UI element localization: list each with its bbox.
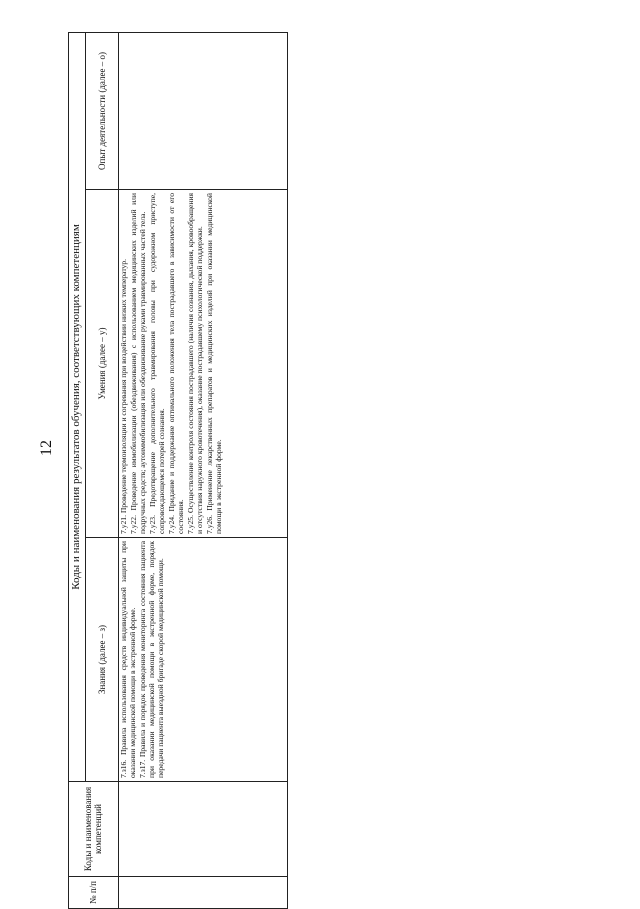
skill-item: 7.у23. Предотвращение дополнительного травмирования головы при судорожном приступе, сопровождающемся потерей сознания. xyxy=(147,193,166,534)
header-results-group: Коды и наименования результатов обучения, соответствующих компетенциям xyxy=(69,33,86,782)
skill-item: 7.у22. Проведение иммобилизации (обездвиживания) с использованием медицинских изделий или подручных средств; аутоиммобилизация или обездвиживание руками травмированных частей тела. xyxy=(128,193,147,534)
header-experience: Опыт деятельности (далее – о) xyxy=(86,33,119,190)
table-subheader-row xyxy=(86,33,119,909)
skill-item: 7.у26. Применение лекарственных препаратов и медицинских изделий при оказании медицинской помощи в экстренной форме. xyxy=(204,193,223,534)
cell-code xyxy=(119,782,288,877)
cell-knowledge xyxy=(119,538,288,782)
table-header-row xyxy=(69,33,86,909)
skill-item: 7.у25. Осуществление контроля состояния пострадавшего (наличия сознания, дыхания, кровообращения и отсутствия наружного кровотечения), оказание пострадавшему психологической поддержки. xyxy=(185,193,204,534)
page-number: 12 xyxy=(38,440,55,456)
cell-number xyxy=(119,877,288,909)
rotated-table-wrapper xyxy=(68,33,288,909)
skill-item: 7.у21. Проведение термоизоляции и согревания при воздействии низких температур. xyxy=(119,258,128,534)
knowledge-item: 7.з17. Правила и порядок проведения мониторинга состояния пациента при оказании медицинской помощи в экстренной форме, порядок передачи пациента выездной бригаде скорой медицинской помощи. xyxy=(137,541,165,778)
table-row xyxy=(119,33,288,909)
header-number: № п/п xyxy=(69,877,119,909)
header-codes: Коды и наименования компетенций xyxy=(69,782,119,877)
cell-experience xyxy=(119,33,288,190)
header-skills: Умения (далее – у) xyxy=(86,190,119,538)
skill-item: 7.у24. Придание и поддержание оптимального положения тела пострадавшего в зависимости от его состояния. xyxy=(166,193,185,534)
header-knowledge: Знания (далее – з) xyxy=(86,538,119,782)
knowledge-item: 7.з16. Правила использования средств индивидуальной защиты при оказании медицинской помощи в экстренной форме. xyxy=(119,541,137,778)
competencies-table xyxy=(68,32,288,909)
cell-skills xyxy=(119,190,288,538)
